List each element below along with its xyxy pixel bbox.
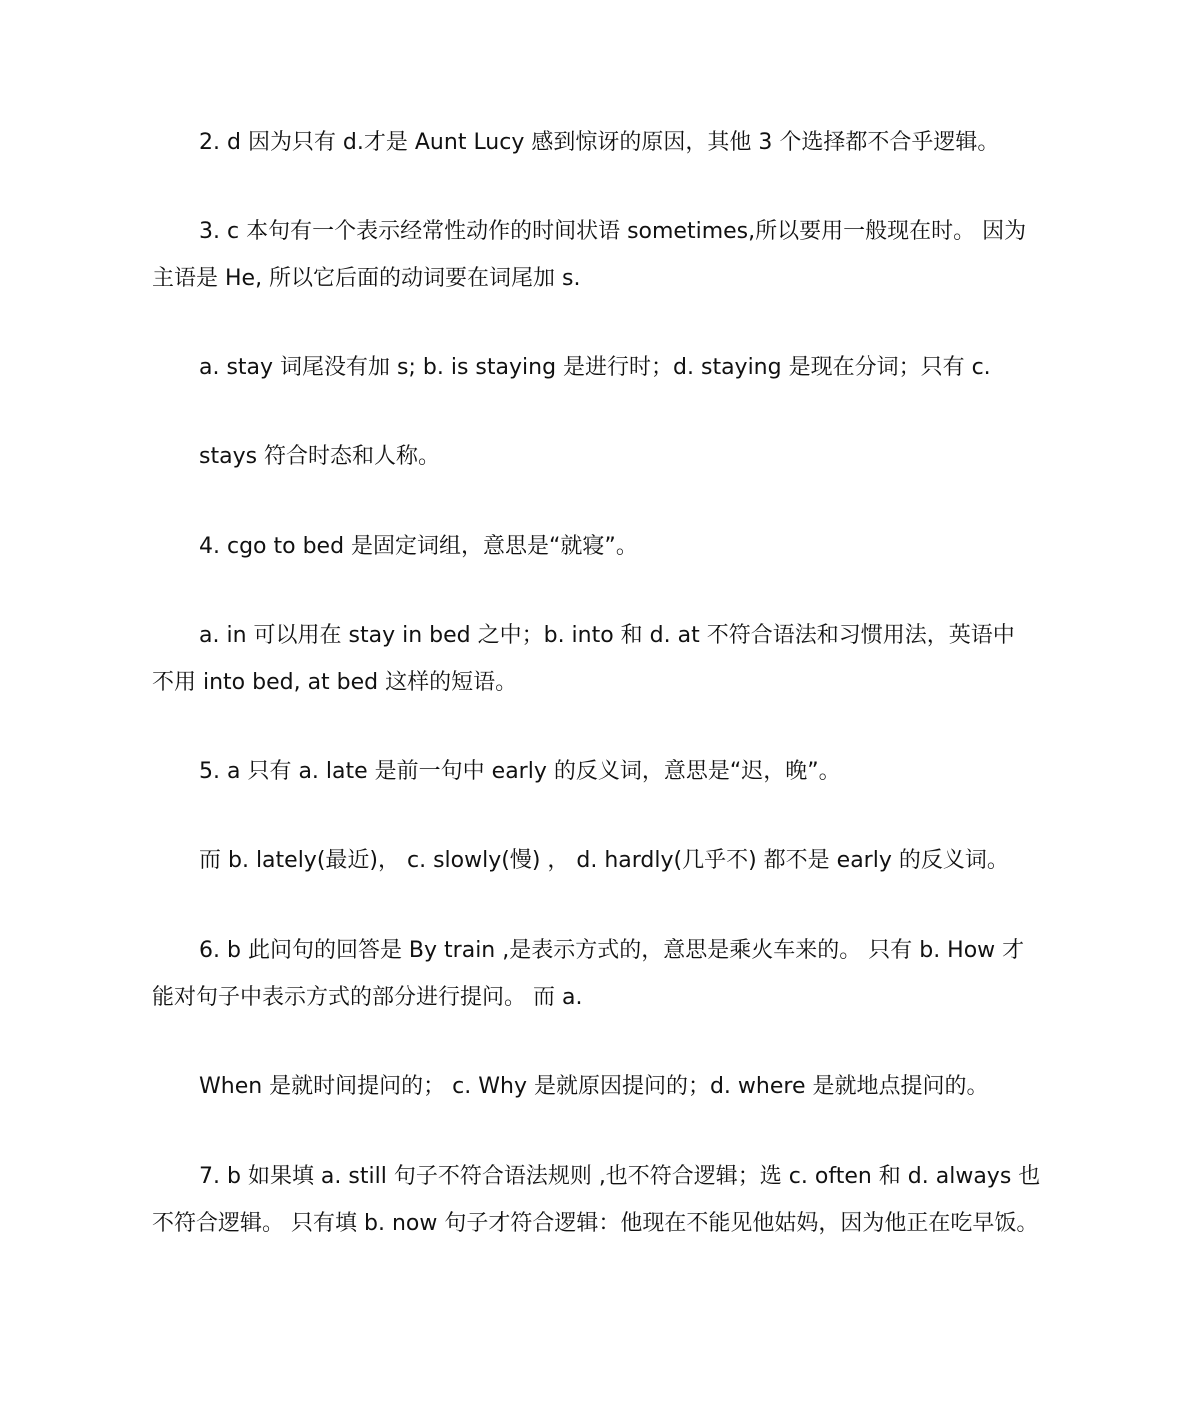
answer-6-paragraph — [152, 927, 1052, 1021]
answer-3-conclusion-paragraph — [152, 433, 1052, 480]
answer-3-line-2: 主语是 He, 所以它后面的动词要在词尾加 s. — [152, 266, 581, 291]
answer-5-line-1: 5. a 只有 a. late 是前一句中 early 的反义词，意思是“迟，晚”。 — [199, 759, 841, 784]
answer-7-line-2: 不符合逻辑。 只有填 b. now 句子才符合逻辑：他现在不能见他姑妈，因为他正在吃早饭。 — [152, 1211, 1039, 1236]
answer-2-line-1: 2. d 因为只有 d.才是 Aunt Lucy 感到惊讶的原因，其他 3 个选择都不合乎逻辑。 — [199, 130, 1000, 155]
answer-6-line-2: 能对句子中表示方式的部分进行提问。 而 a. — [152, 985, 583, 1010]
answer-5-options-paragraph — [152, 837, 1052, 884]
answer-3-line-1: 3. c 本句有一个表示经常性动作的时间状语 sometimes,所以要用一般现在时。 因为 — [199, 219, 1027, 244]
answer-4-options-paragraph — [152, 612, 1052, 706]
answer-4-options-line-2: 不用 into bed, at bed 这样的短语。 — [152, 670, 518, 695]
answer-4-line-1: 4. cgo to bed 是固定词组，意思是“就寝”。 — [199, 534, 638, 559]
answer-6-options-line-1: When 是就时间提问的； c. Why 是就原因提问的；d. where 是就地点提问的。 — [199, 1074, 989, 1099]
answer-2-paragraph — [152, 119, 1052, 166]
answer-6-line-1: 6. b 此问句的回答是 By train ,是表示方式的，意思是乘火车来的。 只有 b. How 才 — [199, 938, 1025, 963]
answer-6-options-paragraph — [152, 1063, 1052, 1110]
answer-5-paragraph — [152, 748, 1052, 795]
answer-5-options-line-1: 而 b. lately(最近)， c. slowly(慢) ， d. hardly(几乎不) 都不是 early 的反义词。 — [199, 848, 1009, 873]
answer-4-paragraph — [152, 523, 1052, 570]
answer-7-paragraph — [152, 1153, 1052, 1247]
answer-3-paragraph — [152, 208, 1052, 302]
answer-7-line-1: 7. b 如果填 a. still 句子不符合语法规则 ,也不符合逻辑；选 c. often 和 d. always 也 — [199, 1164, 1041, 1189]
answer-4-options-line-1: a. in 可以用在 stay in bed 之中；b. into 和 d. at 不符合语法和习惯用法，英语中 — [199, 623, 1015, 648]
answer-3-options-paragraph — [152, 344, 1052, 391]
answer-3-conclusion-line-1: stays 符合时态和人称。 — [199, 444, 441, 469]
answer-3-options-line-1: a. stay 词尾没有加 s; b. is staying 是进行时；d. staying 是现在分词；只有 c. — [199, 355, 991, 380]
